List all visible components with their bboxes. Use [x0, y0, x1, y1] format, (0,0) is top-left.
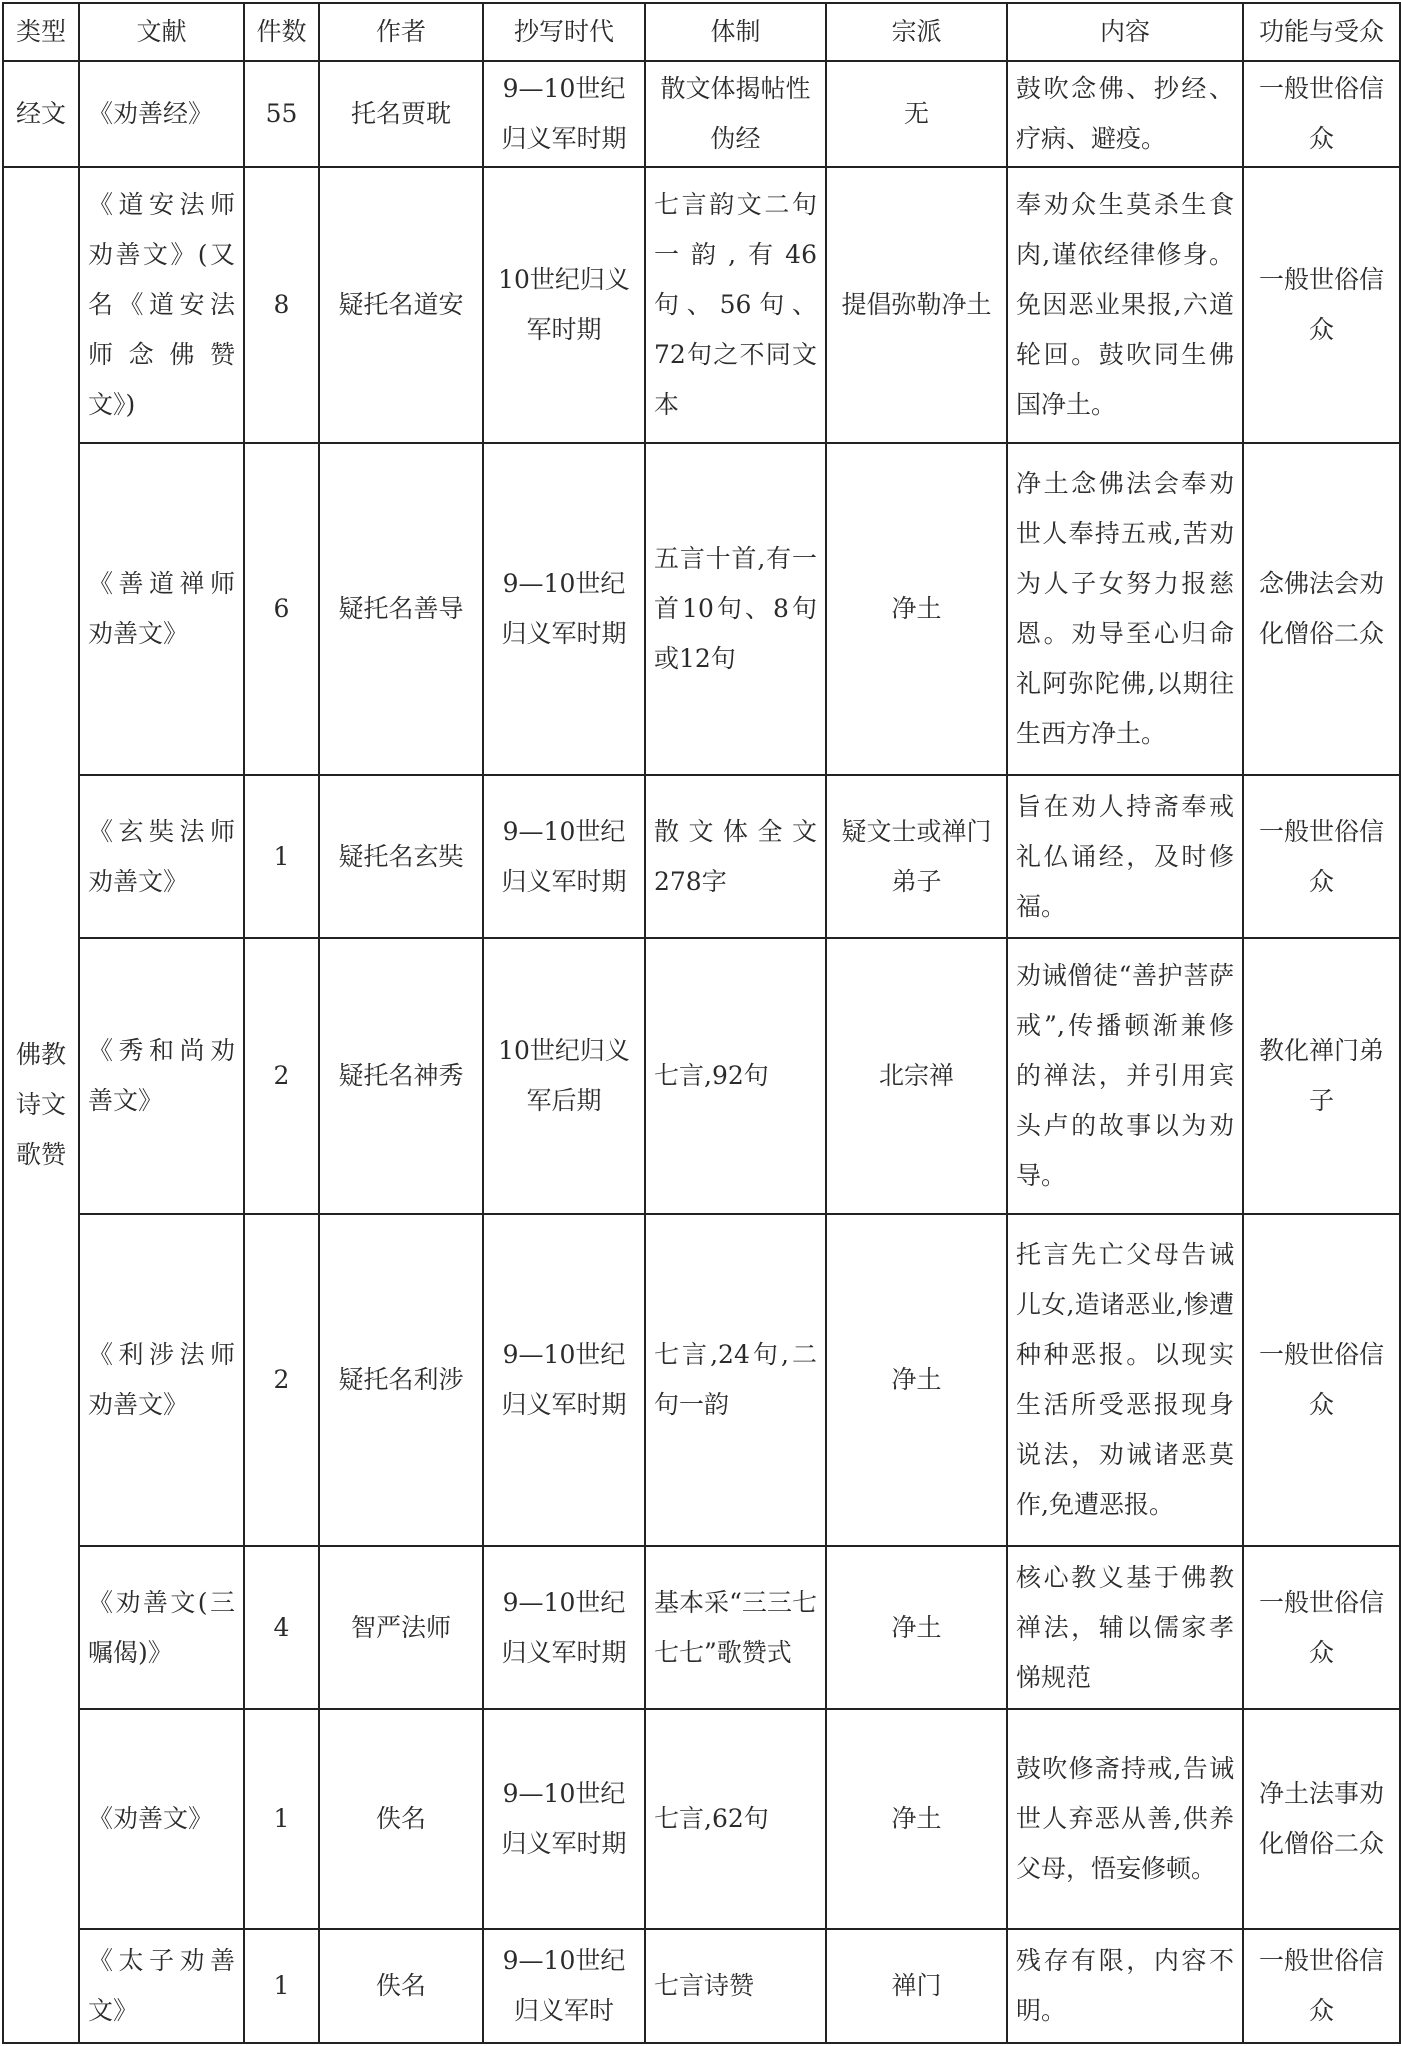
count-cell: 8 — [244, 167, 319, 443]
content-cell: 劝诫僧徒“善护菩萨戒”,传播顿渐兼修的禅法，并引用宾头卢的故事以为劝导。 — [1007, 938, 1243, 1214]
school-cell: 北宗禅 — [826, 938, 1007, 1214]
table-row — [3, 1546, 1400, 1709]
work-cell: 《道安法师劝善文》(又名《道安法师念佛赞文》) — [79, 167, 244, 443]
work-cell: 《玄奘法师劝善文》 — [79, 775, 244, 938]
work-cell: 《太子劝善文》 — [79, 1929, 244, 2043]
content-cell: 净土念佛法会奉劝世人奉持五戒,苦劝为人子女努力报慈恩。劝导至心归命礼阿弥陀佛,以期往生西方净土。 — [1007, 443, 1243, 775]
header-type: 类型 — [3, 3, 79, 61]
table-row — [3, 1929, 1400, 2043]
content-cell: 奉劝众生莫杀生食肉,谨依经律修身。免因恶业果报,六道轮回。鼓吹同生佛国净土。 — [1007, 167, 1243, 443]
work-cell: 《善道禅师劝善文》 — [79, 443, 244, 775]
count-cell: 55 — [244, 61, 319, 167]
school-cell: 疑文士或禅门弟子 — [826, 775, 1007, 938]
header-era: 抄写时代 — [483, 3, 645, 61]
function-cell: 念佛法会劝化僧俗二众 — [1243, 443, 1400, 775]
header-author: 作者 — [319, 3, 483, 61]
header-form: 体制 — [645, 3, 826, 61]
form-cell: 七言诗赞 — [645, 1929, 826, 2043]
form-cell: 七言,24句,二句一韵 — [645, 1214, 826, 1546]
work-cell: 《利涉法师劝善文》 — [79, 1214, 244, 1546]
era-cell: 10世纪归义军时期 — [483, 167, 645, 443]
table-row — [3, 1709, 1400, 1929]
school-cell: 净土 — [826, 443, 1007, 775]
school-cell: 净土 — [826, 1214, 1007, 1546]
function-cell: 净土法事劝化僧俗二众 — [1243, 1709, 1400, 1929]
function-cell: 一般世俗信众 — [1243, 1546, 1400, 1709]
count-cell: 4 — [244, 1546, 319, 1709]
table-row — [3, 1214, 1400, 1546]
school-cell: 净土 — [826, 1546, 1007, 1709]
form-cell: 七言,62句 — [645, 1709, 826, 1929]
form-cell: 七言,92句 — [645, 938, 826, 1214]
author-cell: 托名贾耽 — [319, 61, 483, 167]
work-cell: 《劝善文(三嘱偈)》 — [79, 1546, 244, 1709]
school-cell: 无 — [826, 61, 1007, 167]
work-cell: 《劝善经》 — [79, 61, 244, 167]
function-cell: 一般世俗信众 — [1243, 1214, 1400, 1546]
table-row — [3, 775, 1400, 938]
content-cell: 核心教义基于佛教禅法，辅以儒家孝悌规范 — [1007, 1546, 1243, 1709]
form-cell: 五言十首,有一首10句、8句或12句 — [645, 443, 826, 775]
table-row — [3, 443, 1400, 775]
form-cell: 七言韵文二句一韵,有46句、56句、72句之不同文本 — [645, 167, 826, 443]
function-cell: 一般世俗信众 — [1243, 775, 1400, 938]
function-cell: 一般世俗信众 — [1243, 1929, 1400, 2043]
header-count: 件数 — [244, 3, 319, 61]
count-cell: 2 — [244, 1214, 319, 1546]
table-row — [3, 61, 1400, 167]
author-cell: 疑托名玄奘 — [319, 775, 483, 938]
school-cell: 禅门 — [826, 1929, 1007, 2043]
type-cell: 佛教诗文歌赞 — [3, 167, 79, 2043]
era-cell: 9—10世纪归义军时 — [483, 1929, 645, 2043]
author-cell: 疑托名利涉 — [319, 1214, 483, 1546]
header-row — [3, 3, 1400, 61]
form-cell: 散文体全文278字 — [645, 775, 826, 938]
era-cell: 10世纪归义军后期 — [483, 938, 645, 1214]
function-cell: 一般世俗信众 — [1243, 167, 1400, 443]
header-content: 内容 — [1007, 3, 1243, 61]
author-cell: 佚名 — [319, 1929, 483, 2043]
table-row — [3, 938, 1400, 1214]
table-row — [3, 167, 1400, 443]
content-cell: 旨在劝人持斋奉戒礼仏诵经，及时修福。 — [1007, 775, 1243, 938]
count-cell: 1 — [244, 1709, 319, 1929]
header-school: 宗派 — [826, 3, 1007, 61]
school-cell: 净土 — [826, 1709, 1007, 1929]
count-cell: 6 — [244, 443, 319, 775]
era-cell: 9—10世纪归义军时期 — [483, 1546, 645, 1709]
content-cell: 残存有限，内容不明。 — [1007, 1929, 1243, 2043]
era-cell: 9—10世纪归义军时期 — [483, 1709, 645, 1929]
era-cell: 9—10世纪归义军时期 — [483, 1214, 645, 1546]
era-cell: 9—10世纪归义军时期 — [483, 443, 645, 775]
form-cell: 散文体揭帖性伪经 — [645, 61, 826, 167]
function-cell: 一般世俗信众 — [1243, 61, 1400, 167]
type-cell: 经文 — [3, 61, 79, 167]
school-cell: 提倡弥勒净土 — [826, 167, 1007, 443]
work-cell: 《秀和尚劝善文》 — [79, 938, 244, 1214]
era-cell: 9—10世纪归义军时期 — [483, 61, 645, 167]
form-cell: 基本采“三三七七七”歌赞式 — [645, 1546, 826, 1709]
author-cell: 疑托名神秀 — [319, 938, 483, 1214]
author-cell: 智严法师 — [319, 1546, 483, 1709]
content-cell: 鼓吹修斋持戒,告诫世人弃恶从善,供养父母，悟妄修顿。 — [1007, 1709, 1243, 1929]
author-cell: 疑托名道安 — [319, 167, 483, 443]
header-function: 功能与受众 — [1243, 3, 1400, 61]
content-cell: 鼓吹念佛、抄经、疗病、避疫。 — [1007, 61, 1243, 167]
content-cell: 托言先亡父母告诫儿女,造诸恶业,惨遭种种恶报。以现实生活所受恶报现身说法，劝诫诸恶莫作,免遭恶报。 — [1007, 1214, 1243, 1546]
function-cell: 教化禅门弟子 — [1243, 938, 1400, 1214]
count-cell: 1 — [244, 1929, 319, 2043]
author-cell: 佚名 — [319, 1709, 483, 1929]
author-cell: 疑托名善导 — [319, 443, 483, 775]
era-cell: 9—10世纪归义军时期 — [483, 775, 645, 938]
literature-table — [2, 2, 1401, 2044]
count-cell: 1 — [244, 775, 319, 938]
count-cell: 2 — [244, 938, 319, 1214]
work-cell: 《劝善文》 — [79, 1709, 244, 1929]
header-work: 文献 — [79, 3, 244, 61]
